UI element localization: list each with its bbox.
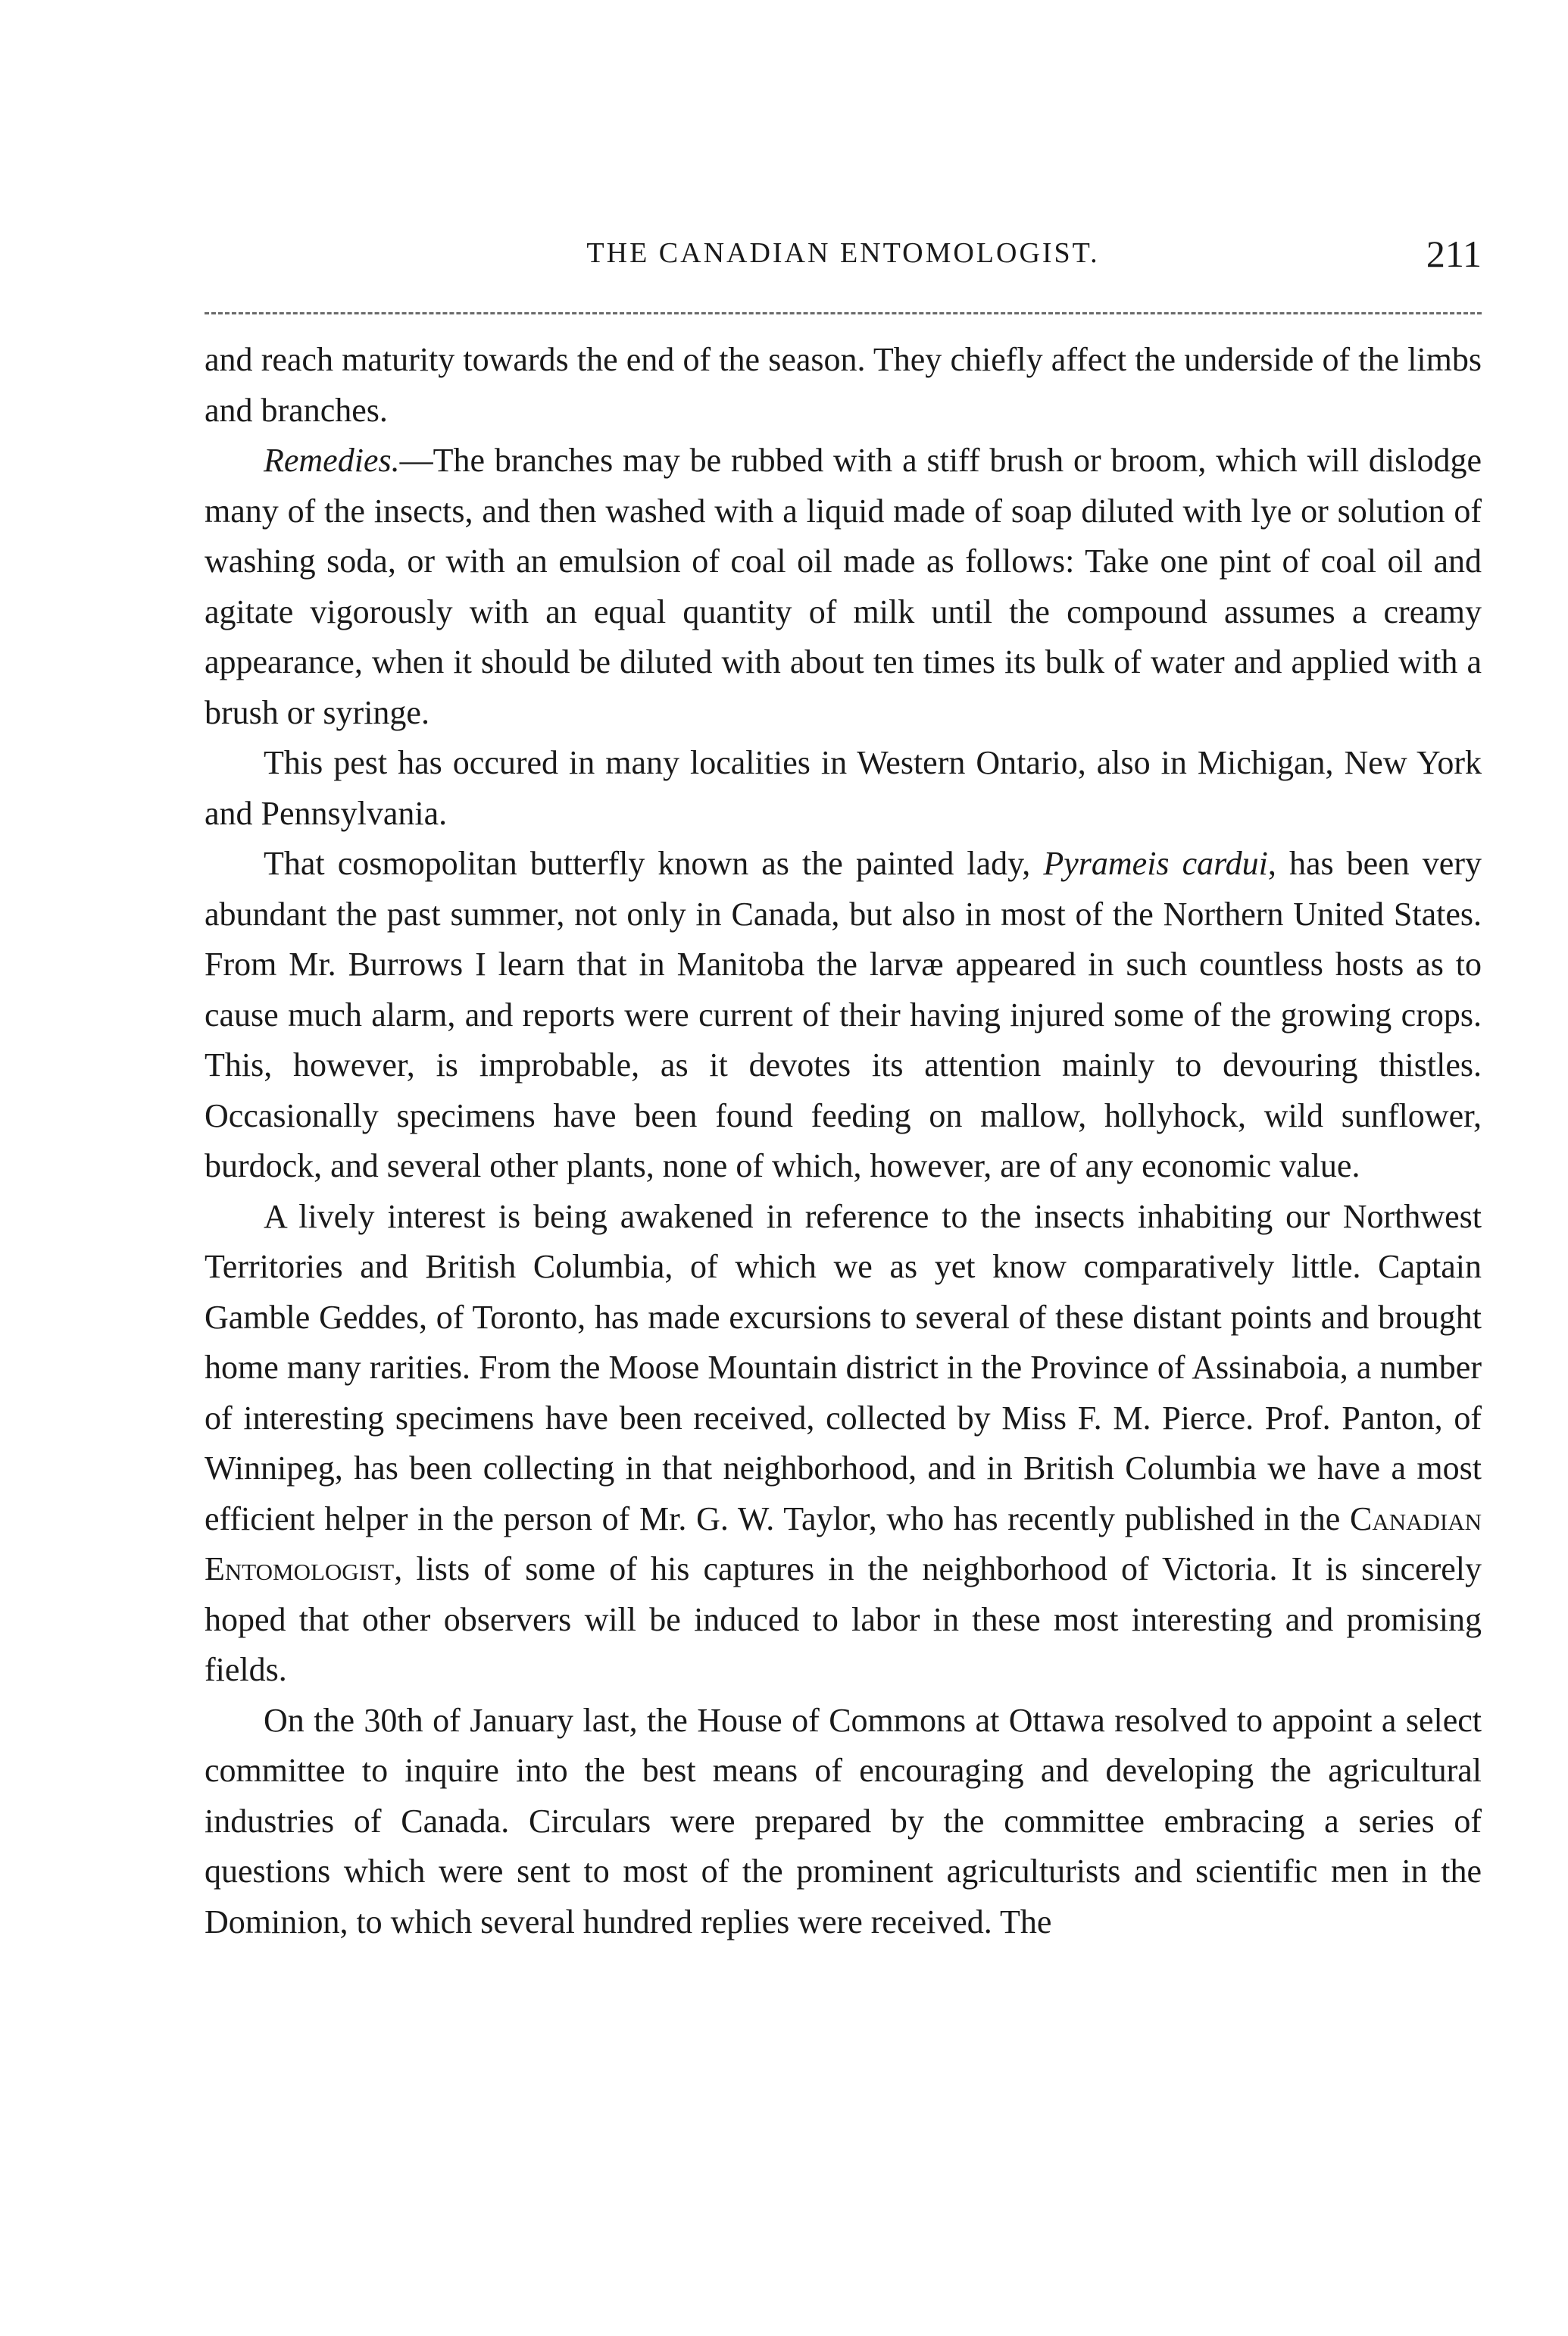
header-rule <box>205 312 1482 314</box>
remedies-heading: Remedies. <box>264 442 400 479</box>
paragraph-northwest <box>205 1192 1482 1696</box>
paragraph-text: On the 30th of January last, the House of Commons at Ottawa resolved to appoint a select committee to inquire into the best means of encouraging and developing the agricultural industries of Canada. Circulars were prepared by the committee embracing a series of questions which were sent to most of the prominent agriculturists and scientific men in the Dominion, to which several hundred replies were received. The <box>205 1701 1482 1940</box>
paragraph-text: , has been very abundant the past summer, not only in Canada, but also in most of the Northern United States. From Mr. Burrows I learn that in Manitoba the larvæ appeared in such countless hosts as to cause much alarm, and reports were current of their having injured some of the growing crops. This, however, is improbable, as it devotes its attention mainly to devouring thistles. Occasionally specimens have been found feeding on mallow, hollyhock, wild sunflower, burdock, and several other plants, none of which, however, are of any economic value. <box>205 845 1482 1184</box>
page-header <box>205 233 1482 289</box>
paragraph-text: and reach maturity towards the end of the season. They chiefly affect the underside of the limbs and branches. <box>205 341 1482 429</box>
paragraph-text: This pest has occured in many localities in Western Ontario, also in Michigan, New York and Pennsylvania. <box>205 744 1482 832</box>
paragraph-continuation <box>205 335 1482 436</box>
journal-name: Canadian Entomologist <box>205 1499 1482 1587</box>
paragraph-localities <box>205 738 1482 839</box>
body-text <box>205 335 1482 1947</box>
paragraph-remedies <box>205 436 1482 738</box>
paragraph-text: —The branches may be rubbed with a stiff brush or broom, which will dislodge many of the insects, and then washed with a liquid made of soap diluted with lye or solution of washing soda, or with an emulsion of coal oil made as follows: Take one pint of coal oil and agitate vigorously with an equal quantity of milk until the compound assumes a creamy appearance, when it should be diluted with about ten times its bulk of water and applied with a brush or syringe. <box>205 442 1482 731</box>
paragraph-text: A lively interest is being awakened in reference to the insects inhabiting our Northwest Territories and British Columbia, of which we as yet know comparatively little. Captain Gamble Geddes, of Toronto, has made excursions to several of these distant points and brought home many rarities. From the Moose Mountain district in the Province of Assinaboia, a number of interesting specimens have been received, collected by Miss F. M. Pierce. Prof. Panton, of Winnipeg, has been collecting in that neighborhood, and in British Columbia we have a most efficient helper in the person of Mr. G. W. Taylor, who has recently published in the <box>205 1197 1482 1537</box>
paragraph-text: , lists of some of his captures in the neighborhood of Victoria. It is sincerely hoped that other observers will be induced to labor in these most interesting and promising fields. <box>205 1550 1482 1688</box>
running-title: THE CANADIAN ENTOMOLOGIST. <box>586 237 1100 269</box>
paragraph-text: That cosmopolitan butterfly known as the painted lady, <box>264 845 1044 882</box>
species-name: Pyrameis cardui <box>1043 845 1268 882</box>
paragraph-committee <box>205 1696 1482 1948</box>
page-number: 211 <box>1426 233 1482 275</box>
paragraph-painted-lady <box>205 839 1482 1192</box>
